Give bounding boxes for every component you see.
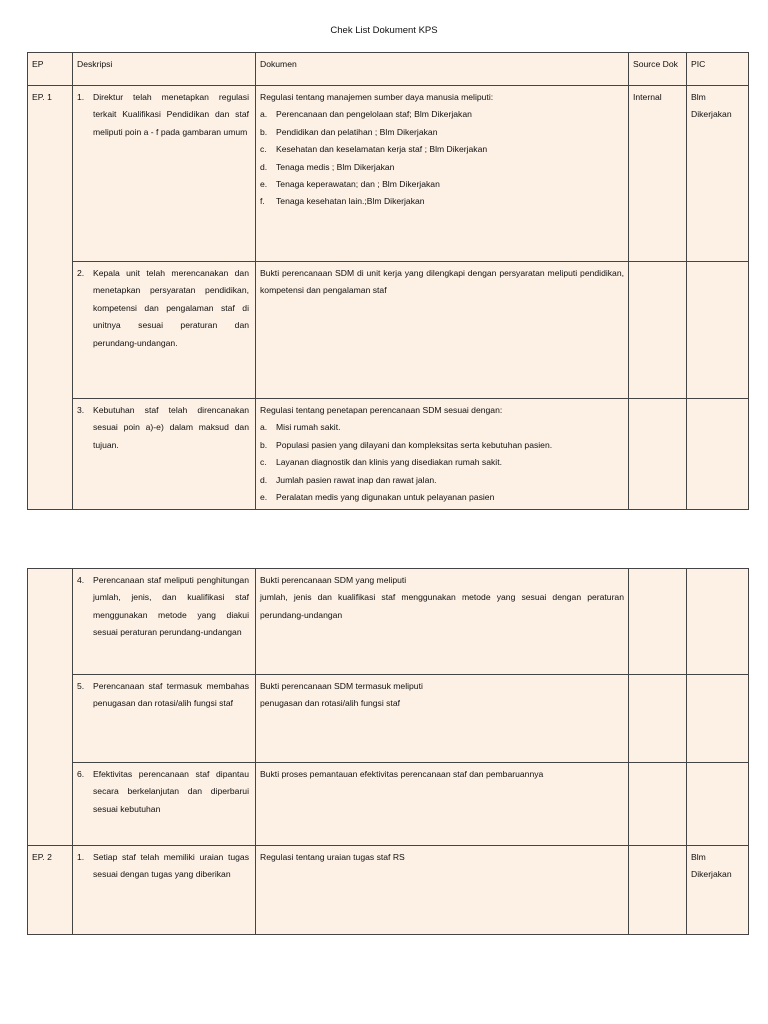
- list-item: [260, 437, 624, 454]
- deskripsi-cell: [73, 262, 256, 399]
- item-letter: f.: [260, 196, 265, 207]
- dokumen-text: Regulasi tentang penetapan perencanaan SDM sesuai dengan:: [260, 405, 503, 415]
- dokumen-subtext: jumlah, jenis dan kualifikasi staf menggunakan metode yang sesuai dengan peraturan perundang-undangan: [260, 592, 624, 620]
- source-cell: Internal: [629, 86, 687, 262]
- item-number: 6.: [77, 769, 85, 779]
- list-item: [260, 489, 624, 506]
- item-letter: d.: [260, 161, 268, 172]
- table-row: [28, 675, 749, 763]
- deskripsi-text: Direktur telah menetapkan regulasi terkait Kualifikasi Pendidikan dan staf meliputi poin a - f pada gambaran umum: [93, 92, 249, 137]
- deskripsi-cell: [73, 569, 256, 675]
- header-pic: PIC: [687, 53, 749, 86]
- header-row: [28, 53, 749, 86]
- pic-cell: [687, 262, 749, 399]
- dokumen-subtext: penugasan dan rotasi/alih fungsi staf: [260, 698, 400, 709]
- list-item: [260, 176, 624, 193]
- source-cell: [629, 763, 687, 846]
- item-text: Populasi pasien yang dilayani dan kompleksitas serta kebutuhan pasien.: [276, 439, 553, 450]
- list-item: [260, 419, 624, 436]
- ep-cell: [28, 569, 73, 846]
- deskripsi-text: Kepala unit telah merencanakan dan menetapkan persyaratan pendidikan, kompetensi dan pengalaman staf di unitnya sesuai peraturan dan perundang-undangan.: [93, 268, 249, 348]
- ep-cell: EP. 1: [28, 86, 73, 510]
- dokumen-cell: [256, 675, 629, 763]
- header-source: Source Dok: [629, 53, 687, 86]
- table-row: [28, 846, 749, 935]
- item-letter: a.: [260, 422, 268, 433]
- pic-cell: [687, 763, 749, 846]
- table-row: [28, 262, 749, 399]
- item-letter: d.: [260, 474, 268, 485]
- list-item: [260, 124, 624, 141]
- ep-cell: EP. 2: [28, 846, 73, 935]
- item-letter: a.: [260, 109, 268, 120]
- item-text: Tenaga medis ; Blm Dikerjakan: [276, 161, 395, 172]
- item-text: Layanan diagnostik dan klinis yang disediakan rumah sakit.: [276, 457, 502, 468]
- source-cell: [629, 262, 687, 399]
- dokumen-cell: [256, 262, 629, 399]
- deskripsi-cell: [73, 763, 256, 846]
- list-item: [260, 106, 624, 123]
- dokumen-text: Bukti perencanaan SDM di unit kerja yang dilengkapi dengan persyaratan meliputi pendidikan, kompetensi dan pengalaman staf: [260, 268, 624, 296]
- item-letter: c.: [260, 457, 267, 468]
- table-row: [28, 86, 749, 262]
- list-item: [260, 454, 624, 471]
- dokumen-list: [260, 106, 624, 210]
- list-item: [260, 159, 624, 176]
- dokumen-text: Regulasi tentang uraian tugas staf RS: [260, 852, 405, 862]
- item-text: Misi rumah sakit.: [276, 422, 341, 433]
- deskripsi-text: Perencanaan staf meliputi penghitungan jumlah, jenis, dan kualifikasi staf menggunakan metode yang diakui sesuai peraturan perundang-undangan: [93, 575, 249, 638]
- page-title: Chek List Dokument KPS: [330, 25, 438, 36]
- item-number: 1.: [77, 852, 85, 862]
- dokumen-cell: [256, 86, 629, 262]
- source-cell: [629, 675, 687, 763]
- dokumen-text: Bukti perencanaan SDM termasuk meliputi: [260, 681, 423, 691]
- item-text: Perencanaan dan pengelolaan staf; Blm Dikerjakan: [276, 109, 472, 120]
- deskripsi-text: Perencanaan staf termasuk membahas penugasan dan rotasi/alih fungsi staf: [93, 681, 249, 709]
- item-number: 2.: [77, 268, 85, 278]
- header-ep: EP: [28, 53, 73, 86]
- deskripsi-text: Kebutuhan staf telah direncanakan sesuai poin a)-e) dalam maksud dan tujuan.: [93, 405, 249, 450]
- item-letter: e.: [260, 492, 268, 503]
- item-letter: b.: [260, 126, 268, 137]
- item-text: Jumlah pasien rawat inap dan rawat jalan.: [276, 474, 437, 485]
- dokumen-text: Regulasi tentang manajemen sumber daya manusia meliputi:: [260, 92, 494, 102]
- item-letter: c.: [260, 144, 267, 155]
- source-cell: [629, 569, 687, 675]
- item-number: 3.: [77, 405, 85, 415]
- deskripsi-cell: [73, 846, 256, 935]
- source-cell: [629, 399, 687, 510]
- list-item: [260, 141, 624, 158]
- dokumen-text: Bukti perencanaan SDM yang meliputi: [260, 575, 407, 585]
- item-text: Tenaga keperawatan; dan ; Blm Dikerjakan: [276, 179, 440, 190]
- dokumen-cell: [256, 763, 629, 846]
- table-row: [28, 399, 749, 510]
- deskripsi-text: Setiap staf telah memiliki uraian tugas sesuai dengan tugas yang diberikan: [93, 852, 249, 880]
- list-item: [260, 472, 624, 489]
- pic-cell: Blm Dikerjakan: [687, 86, 749, 262]
- dokumen-cell: [256, 569, 629, 675]
- deskripsi-cell: [73, 675, 256, 763]
- item-text: Peralatan medis yang digunakan untuk pelayanan pasien: [276, 492, 495, 503]
- item-letter: e.: [260, 179, 268, 190]
- deskripsi-cell: [73, 399, 256, 510]
- dokumen-cell: [256, 846, 629, 935]
- dokumen-cell: [256, 399, 629, 510]
- pic-cell: [687, 569, 749, 675]
- dokumen-text: Bukti proses pemantauan efektivitas perencanaan staf dan pembaruannya: [260, 769, 544, 779]
- deskripsi-text: Efektivitas perencanaan staf dipantau secara berkelanjutan dan diperbarui sesuai kebutuhan: [93, 769, 249, 814]
- checklist-table-page-2: [27, 568, 749, 935]
- item-text: Tenaga kesehatan lain.;Blm Dikerjakan: [276, 196, 425, 207]
- pic-cell: Blm Dikerjakan: [687, 846, 749, 935]
- header-deskripsi: Deskripsi: [73, 53, 256, 86]
- table-row: [28, 763, 749, 846]
- table-row: [28, 569, 749, 675]
- dokumen-list: [260, 419, 624, 506]
- item-number: 1.: [77, 92, 85, 102]
- item-number: 4.: [77, 575, 85, 585]
- deskripsi-cell: [73, 86, 256, 262]
- pic-cell: [687, 399, 749, 510]
- checklist-table-page-1: [27, 52, 749, 510]
- item-text: Pendidikan dan pelatihan ; Blm Dikerjakan: [276, 126, 438, 137]
- item-number: 5.: [77, 681, 85, 691]
- source-cell: [629, 846, 687, 935]
- header-dokumen: Dokumen: [256, 53, 629, 86]
- list-item: [260, 193, 624, 210]
- pic-cell: [687, 675, 749, 763]
- item-letter: b.: [260, 439, 268, 450]
- item-text: Kesehatan dan keselamatan kerja staf ; Blm Dikerjakan: [276, 144, 488, 155]
